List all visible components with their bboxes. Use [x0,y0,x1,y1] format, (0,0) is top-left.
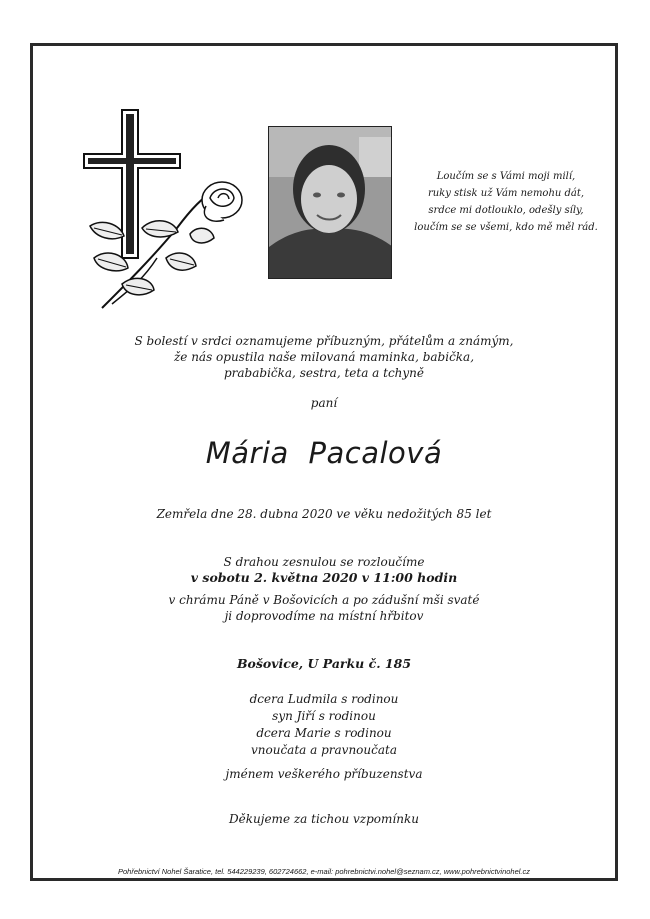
honorific: paní [310,396,338,410]
funeral-home-footer: Pohřebnictví Nohel Šaratice, tel. 544229239, 602724662, e-mail: pohrebnictvi.nohel@seznam.cz, www.pohrebnictvinohel.cz [117,867,531,876]
address: Bošovice, U Parku č. 185 [236,656,412,671]
farewell-poem [404,168,608,236]
mourner: dcera Marie s rodinou [256,726,392,740]
mourner: syn Jiří s rodinou [272,709,376,723]
mourners-list [30,691,618,759]
on-behalf: jménem veškerého příbuzenstva [225,767,423,781]
death-info: Zemřela dne 28. dubna 2020 ve věku nedožitých 85 let [156,507,492,521]
poem-line: Loučím se s Vámi moji milí, [436,171,576,182]
farewell-place: ji doprovodíme na místní hřbitov [224,609,424,623]
farewell-details [30,554,618,624]
announcement-line: prababička, sestra, teta a tchyně [223,366,425,380]
announcement-line: S bolestí v srdci oznamujeme příbuzným, přátelům a známým, [134,334,514,348]
cross-with-rose-icon [82,108,250,318]
farewell-datetime: v sobotu 2. května 2020 v 11:00 hodin [190,570,458,585]
farewell-intro: S drahou zesnulou se rozloučíme [223,555,425,569]
mourner: vnoučata a pravnoučata [251,743,397,757]
death-announcement [30,333,618,381]
portrait-photo [268,126,392,279]
poem-line: ruky stisk už Vám nemohu dát, [427,188,585,199]
announcement-line: že nás opustila naše milovaná maminka, babička, [173,350,475,364]
deceased-name: Mária Pacalová [205,436,443,470]
thanks: Děkujeme za tichou vzpomínku [229,812,419,826]
mourner: dcera Ludmila s rodinou [249,692,399,706]
farewell-place: v chrámu Páně v Bošovicích a po zádušní mši svaté [168,593,480,607]
poem-line: srdce mi dotlouklo, odešly síly, [428,205,584,216]
poem-line: loučím se se všemi, kdo mě měl rád. [414,222,598,233]
